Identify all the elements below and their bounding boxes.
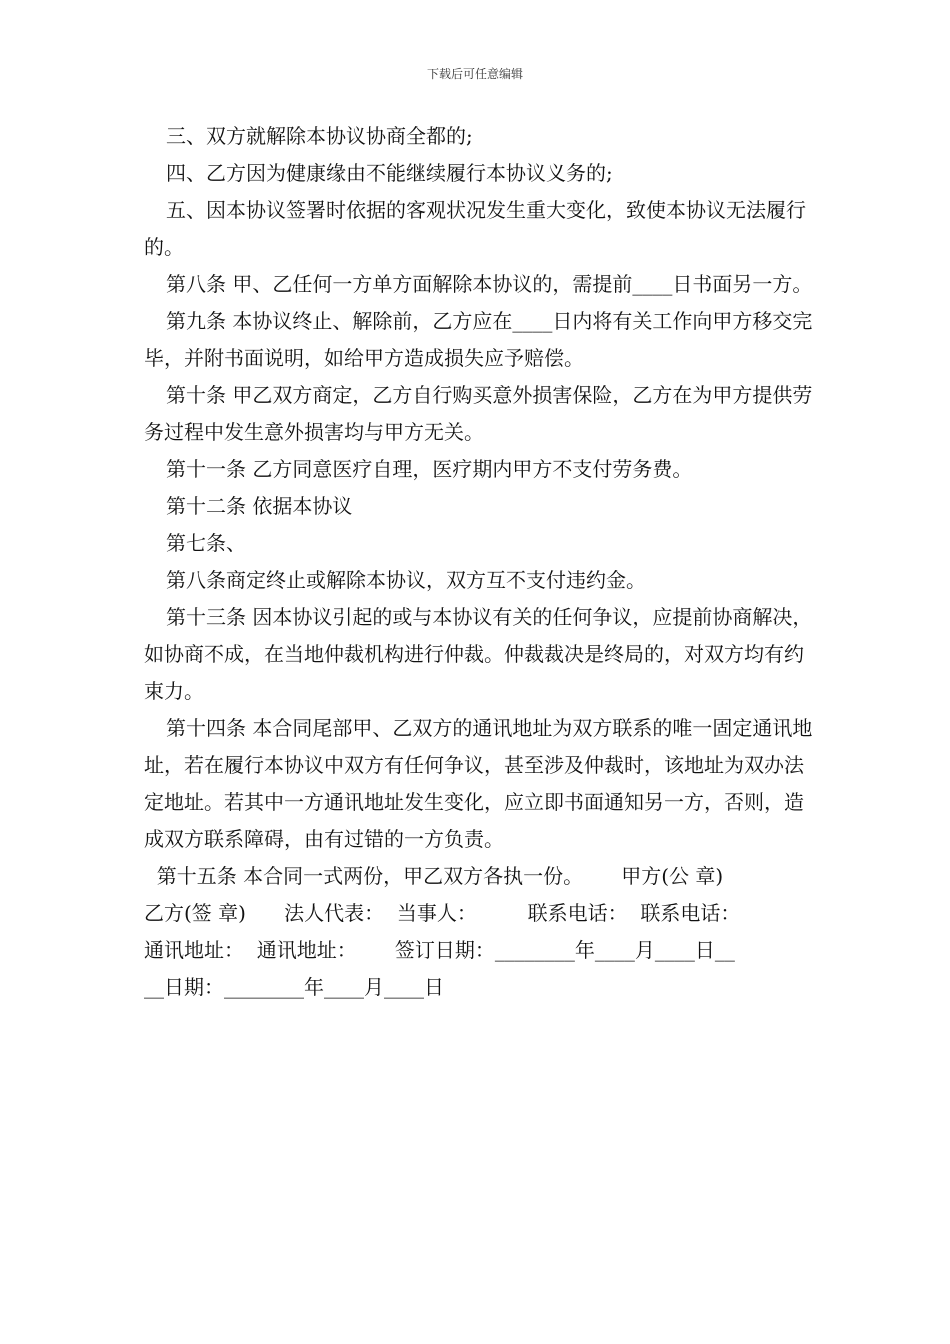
article-12: 第十二条 依据本协议 xyxy=(166,494,353,518)
article-14: 第十四条 本合同尾部甲、乙双方的通讯地址为双方联系的唯一固定通讯地址，若在履行本协议中双方有任何争议，甚至涉及仲裁时，该地址为双办法定地址。若其中一方通讯地址发生变化，应立即书面通知另一方，否则，造成双方联系障碍，由有过错的一方负责。 xyxy=(144,716,813,851)
article-15-signature-party-a: 第十五条 本合同一式两份，甲乙双方各执一份。 甲方(公 章) xyxy=(144,864,724,888)
clause-item-5: 五、因本协议签署时依据的客观状况发生重大变化，致使本协议无法履行的。 xyxy=(144,198,806,259)
clause-item-3: 三、双方就解除本协议协商全都的; xyxy=(166,124,473,148)
clause-item-4: 四、乙方因为健康缘由不能继续履行本协议义务的; xyxy=(166,161,613,185)
article-9: 第九条 本协议终止、解除前，乙方应在____日内将有关工作向甲方移交完毕，并附书面说明，如给甲方造成损失应予赔偿。 xyxy=(144,309,813,370)
signature-row-date: __日期：________年____月____日 xyxy=(144,975,444,999)
article-10: 第十条 甲乙双方商定，乙方自行购买意外损害保险，乙方在为甲方提供劳务过程中发生意外损害均与甲方无关。 xyxy=(144,383,813,444)
article-12-ref-7: 第七条、 xyxy=(166,531,246,555)
document-body xyxy=(144,118,814,1006)
signature-row-address-date: 通讯地址： 通讯地址： 签订日期：________年____月____日__ xyxy=(144,938,735,962)
signature-row-party-b: 乙方(签 章) 法人代表： 当事人： 联系电话： 联系电话： xyxy=(144,901,741,925)
page-header-note: 下载后可任意编辑 xyxy=(426,67,523,81)
article-8: 第八条 甲、乙任何一方单方面解除本协议的，需提前____日书面另一方。 xyxy=(166,272,813,296)
article-11: 第十一条 乙方同意医疗自理，医疗期内甲方不支付劳务费。 xyxy=(166,457,693,481)
article-13: 第十三条 因本协议引起的或与本协议有关的任何争议，应提前协商解决，如协商不成，在当地仲裁机构进行仲裁。仲裁裁决是终局的，对双方均有约束力。 xyxy=(144,605,813,703)
article-12-ref-8: 第八条商定终止或解除本协议，双方互不支付违约金。 xyxy=(166,568,646,592)
